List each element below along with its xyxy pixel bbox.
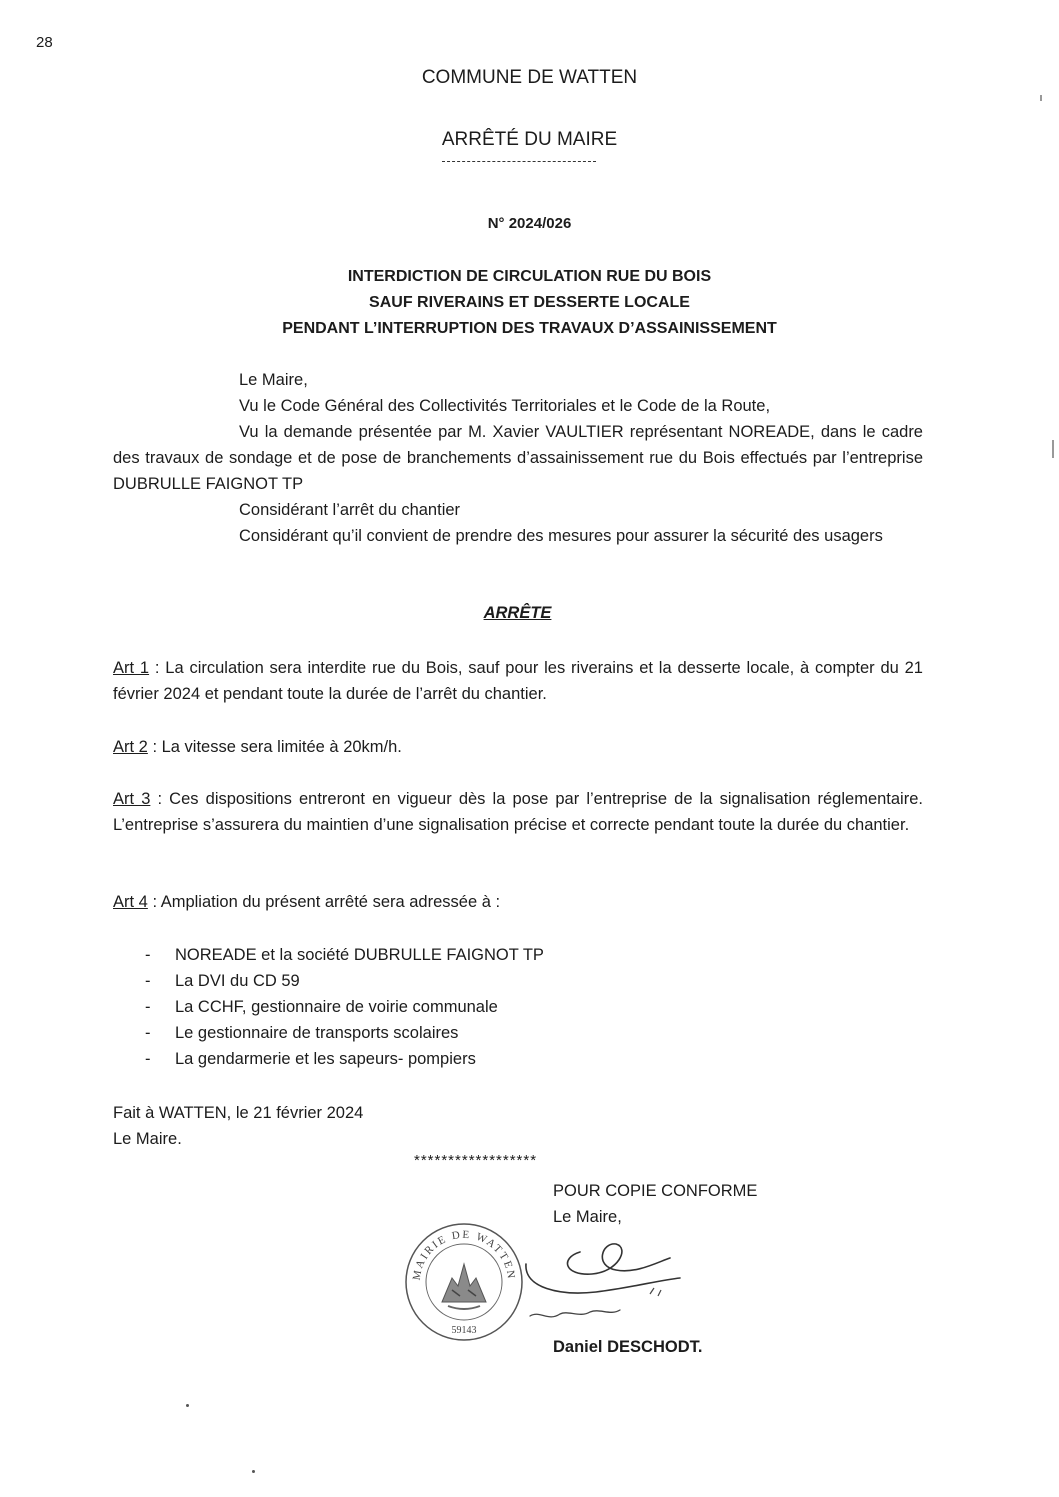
article-text: : La circulation sera interdite rue du Bois, sauf pour les riverains et la desserte locale, à compter du 21 février 2024 et pendant toute la durée de l’arrêt du chantier. [113, 659, 923, 703]
fait-a: Fait à WATTEN, le 21 février 2024 [113, 1104, 364, 1122]
signataire-name: Daniel DESCHODT. [553, 1338, 703, 1356]
article-1 [113, 655, 923, 707]
signature-block-left [113, 1100, 923, 1152]
heading-line: PENDANT L’INTERRUPTION DES TRAVAUX D’ASSAINISSEMENT [282, 320, 777, 337]
preamble-considerant-arret: Considérant l’arrêt du chantier [239, 501, 461, 519]
signature-scribble-icon [520, 1218, 700, 1338]
article-text: : La vitesse sera limitée à 20km/h. [147, 738, 402, 756]
preamble-considerant-securite: Considérant qu’il convient de prendre des mesures pour assurer la sécurité des usagers [239, 527, 883, 545]
scan-speck [252, 1470, 255, 1473]
article-4 [113, 889, 923, 915]
stamp-text-top: MAIRIE DE WATTEN [410, 1228, 518, 1282]
article-2 [113, 734, 923, 760]
page-number: 28 [36, 34, 53, 51]
copie-conforme-label: POUR COPIE CONFORME [553, 1182, 758, 1200]
list-item: - La DVI du CD 59 [145, 972, 300, 990]
article-label: Art 3 [113, 790, 151, 808]
preamble-vu-demande: Vu la demande présentée par M. Xavier VAULTIER représentant NOREADE, dans le cadre des travaux de sondage et de pose de branchements d’assainissement rue du Bois effectués par l’entreprise DUBRULLE FAIGNOT TP [113, 423, 923, 493]
commune-title: COMMUNE DE WATTEN [421, 67, 638, 88]
arrete-title: ARRÊTÉ DU MAIRE [441, 129, 618, 150]
article-label: Art 4 [113, 893, 148, 911]
title-divider [442, 161, 596, 162]
arrete-label: ARRÊTE [483, 604, 552, 622]
arrete-number: N° 2024/026 [487, 215, 572, 232]
list-item: - Le gestionnaire de transports scolaires [145, 1024, 459, 1042]
article-label: Art 1 [113, 659, 150, 677]
list-item: - La gendarmerie et les sapeurs- pompiers [145, 1050, 476, 1068]
stars-separator: ****************** [414, 1152, 538, 1169]
le-maire-copie-label: Le Maire, [553, 1208, 622, 1226]
preamble [113, 367, 923, 549]
preamble-le-maire: Le Maire, [239, 371, 308, 389]
arrete-heading [0, 264, 1059, 342]
list-item: - La CCHF, gestionnaire de voirie communale [145, 998, 498, 1016]
article-text: : Ampliation du présent arrêté sera adressée à : [147, 893, 501, 911]
article-label: Art 2 [113, 738, 148, 756]
le-maire-signature-label: Le Maire. [113, 1130, 182, 1148]
scan-edge-mark [1040, 95, 1042, 101]
scan-edge-mark [1052, 440, 1054, 458]
article-text: : Ces dispositions entreront en vigueur dès la pose par l’entreprise de la signalisation réglementaire. L’entreprise s’assurera du maintien d’une signalisation précise et correcte pendant toute la durée du chantier. [113, 790, 923, 834]
mairie-stamp-icon [402, 1220, 526, 1344]
ampliation-list [145, 942, 544, 1072]
stamp-text-bottom: 59143 [451, 1325, 477, 1336]
article-3 [113, 786, 923, 838]
list-item: - NOREADE et la société DUBRULLE FAIGNOT TP [145, 946, 544, 964]
heading-line: INTERDICTION DE CIRCULATION RUE DU BOIS [347, 268, 712, 285]
scan-speck [186, 1404, 189, 1407]
preamble-vu-code: Vu le Code Général des Collectivités Territoriales et le Code de la Route, [239, 397, 771, 415]
heading-line: SAUF RIVERAINS ET DESSERTE LOCALE [369, 294, 690, 311]
